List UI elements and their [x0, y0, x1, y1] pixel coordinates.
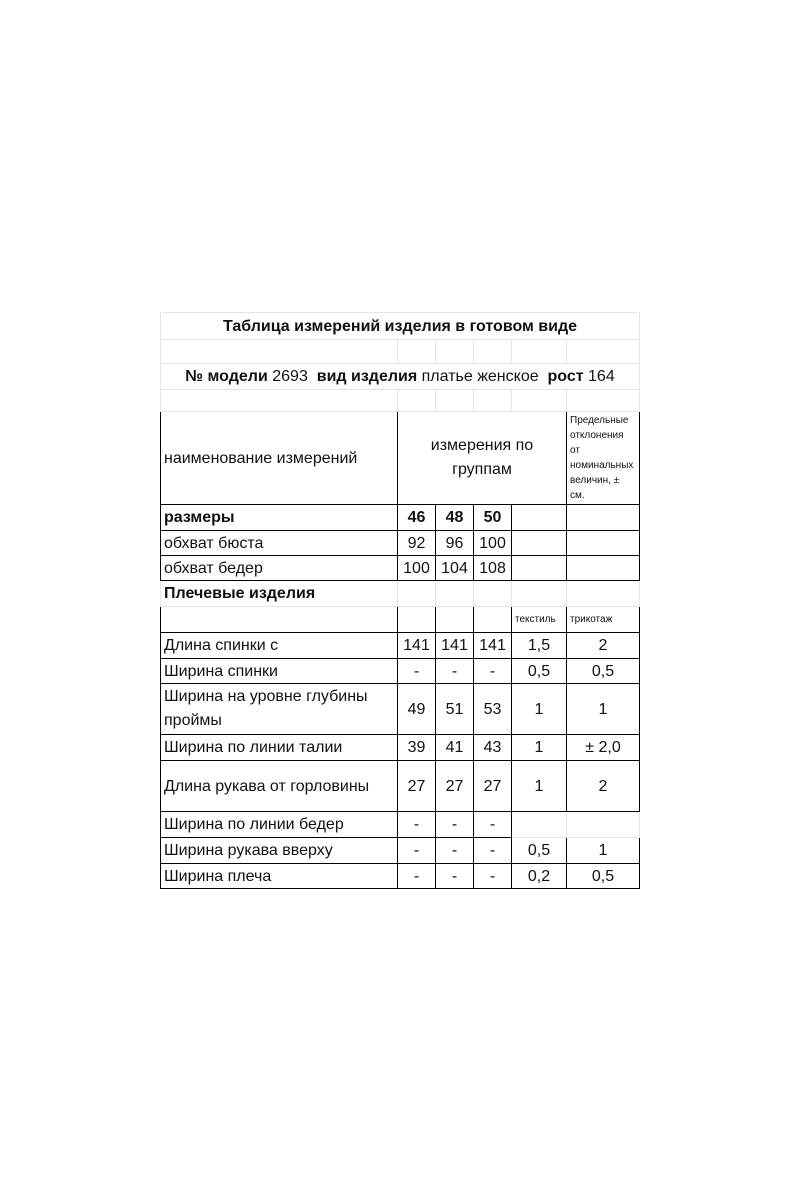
- empty-cell: [398, 607, 436, 633]
- table-title: Таблица измерений изделия в готовом виде: [161, 313, 640, 340]
- fabric-textile-header: текстиль: [512, 607, 567, 633]
- row-label: Длина рукава от горловины: [161, 761, 398, 812]
- row-knit: 1: [567, 838, 640, 864]
- row-textile: 1: [512, 684, 567, 735]
- row-value: -: [436, 659, 474, 684]
- row-knit: 2: [567, 633, 640, 659]
- row-textile: [512, 812, 567, 838]
- row-textile: 0,5: [512, 659, 567, 684]
- table-row: [161, 864, 640, 889]
- row-label: Ширина рукава вверху: [161, 838, 398, 864]
- row-value: -: [436, 838, 474, 864]
- row-textile: 0,2: [512, 864, 567, 889]
- row-label: Ширина по линии талии: [161, 735, 398, 761]
- model-line: [161, 364, 640, 390]
- table-row: [161, 838, 640, 864]
- table-row: [161, 684, 640, 735]
- model-number-label: № модели: [185, 368, 268, 385]
- row-value: 92: [398, 531, 436, 556]
- row-value: -: [398, 864, 436, 889]
- row-value: 27: [474, 761, 512, 812]
- row-value: 100: [474, 531, 512, 556]
- empty-cell: [567, 531, 640, 556]
- table-row: [161, 531, 640, 556]
- header-groups-text: измерения по группам: [430, 437, 534, 478]
- row-label: Ширина на уровне глубины проймы: [161, 684, 398, 735]
- row-value: 49: [398, 684, 436, 735]
- section-label: Плечевые изделия: [161, 581, 398, 607]
- table-row: [161, 735, 640, 761]
- spacer-row: [161, 390, 640, 412]
- sizes-row: [161, 505, 640, 531]
- header-measurement-groups: [398, 412, 567, 505]
- table-row: [161, 633, 640, 659]
- row-value: 141: [474, 633, 512, 659]
- row-value: -: [398, 812, 436, 838]
- table-row: [161, 659, 640, 684]
- empty-cell: [567, 505, 640, 531]
- empty-cell: [161, 607, 398, 633]
- row-label: Ширина спинки: [161, 659, 398, 684]
- row-value: 141: [436, 633, 474, 659]
- empty-cell: [436, 607, 474, 633]
- model-number-value: 2693: [272, 368, 308, 385]
- empty-cell: [512, 505, 567, 531]
- row-label: обхват бедер: [161, 556, 398, 581]
- row-value: 96: [436, 531, 474, 556]
- row-value: 27: [398, 761, 436, 812]
- product-type-label: вид изделия: [316, 368, 418, 385]
- table-row: [161, 556, 640, 581]
- row-knit: 2: [567, 761, 640, 812]
- header-measurement-name: наименование измерений: [161, 412, 398, 505]
- row-knit: 0,5: [567, 864, 640, 889]
- header-tolerance: Предельные отклонения от номинальных величин, ± см.: [567, 412, 640, 505]
- row-value: 141: [398, 633, 436, 659]
- row-knit: [567, 812, 640, 838]
- row-value: -: [436, 812, 474, 838]
- row-value: 41: [436, 735, 474, 761]
- height-value: 164: [588, 368, 615, 385]
- row-knit: 1: [567, 684, 640, 735]
- measurement-table: [160, 312, 640, 889]
- empty-cell: [512, 531, 567, 556]
- row-value: -: [398, 659, 436, 684]
- row-value: -: [398, 838, 436, 864]
- row-value: 53: [474, 684, 512, 735]
- row-value: 51: [436, 684, 474, 735]
- section-row: [161, 581, 640, 607]
- row-textile: 1: [512, 761, 567, 812]
- row-value: -: [474, 838, 512, 864]
- size-46: 46: [398, 505, 436, 531]
- row-knit: ± 2,0: [567, 735, 640, 761]
- fabric-knit-header: трикотаж: [567, 607, 640, 633]
- row-value: 100: [398, 556, 436, 581]
- fabric-header-row: [161, 607, 640, 633]
- product-type-value: платье женское: [421, 368, 539, 385]
- row-value: 43: [474, 735, 512, 761]
- row-textile: 0,5: [512, 838, 567, 864]
- sizes-label: размеры: [161, 505, 398, 531]
- row-value: -: [474, 864, 512, 889]
- row-value: 27: [436, 761, 474, 812]
- row-label: Ширина по линии бедер: [161, 812, 398, 838]
- table-row: [161, 761, 640, 812]
- empty-cell: [474, 607, 512, 633]
- row-value: 104: [436, 556, 474, 581]
- spacer-row: [161, 340, 640, 364]
- size-48: 48: [436, 505, 474, 531]
- row-textile: 1: [512, 735, 567, 761]
- row-label: Ширина плеча: [161, 864, 398, 889]
- row-value: 108: [474, 556, 512, 581]
- row-value: -: [474, 812, 512, 838]
- empty-cell: [512, 556, 567, 581]
- table-row: [161, 812, 640, 838]
- row-value: -: [474, 659, 512, 684]
- row-value: -: [436, 864, 474, 889]
- empty-cell: [567, 556, 640, 581]
- row-label: обхват бюста: [161, 531, 398, 556]
- size-50: 50: [474, 505, 512, 531]
- row-knit: 0,5: [567, 659, 640, 684]
- row-value: 39: [398, 735, 436, 761]
- height-label: рост: [547, 368, 584, 385]
- row-textile: 1,5: [512, 633, 567, 659]
- row-label: Длина спинки с: [161, 633, 398, 659]
